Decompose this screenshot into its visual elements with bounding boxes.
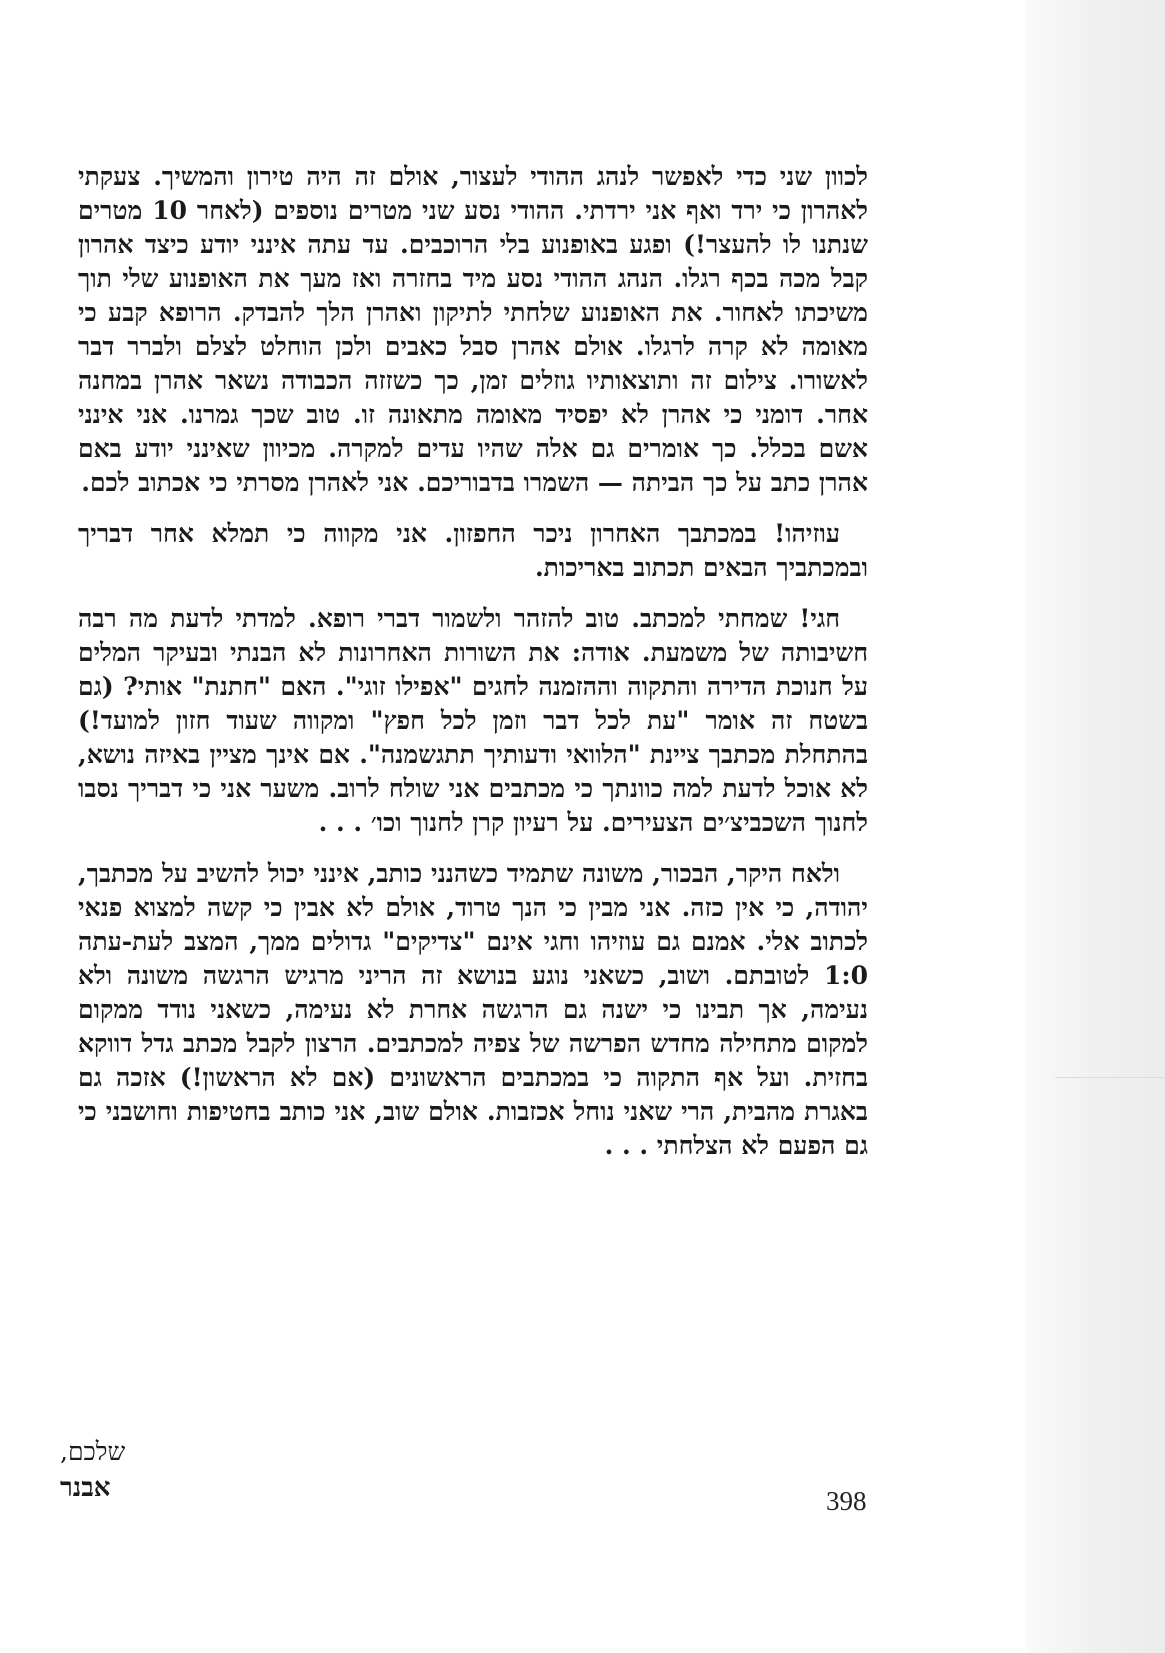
edge-divider [1055, 1077, 1165, 1078]
page-edge-shadow [1025, 0, 1165, 1653]
paragraph-aharon-accident: לכוון שני כדי לאפשר לנהג ההודי לעצור, אולם זה היה טירון והמשיך. צעקתי לאהרון כי ירד ואף אני ירדתי. ההודי נסע שני מטרים נוספים (לאחר 10 מטרים שנתנו לו להעצר!) ופגע באופנוע בלי הרוכבים. עד עתה אינני יודע כיצד אהרון קבל מכה בכף רגלו. הנהג ההודי נסע מיד בחזרה ואז מעך את האופנוע שלי תוך משיכתו לאחור. את האופנוע שלחתי לתיקון ואהרן הלך להבדק. הרופא קבע כי מאומה לא קרה לרגלו. אולם אהרן סבל כאבים ולכן הוחלט לצלם ולברר דבר לאשורו. צילום זה ותוצאותיו גוזלים זמן, כך כשזזה הכבודה נשאר אהרן במחנה אחר. דומני כי אהרן לא יפסיד מאומה מתאונה זו. טוב שכך גמרנו. אני אינני אשם בכלל. כך אומרים גם אלה שהיו עדים למקרה. מכיוון שאינני יודע באם אהרן כתב על כך הביתה — השמרו בדבוריכם. אני לאהרן מסרתי כי אכתוב לכם. [78, 162, 868, 497]
signature: אבנר [60, 1473, 111, 1503]
paragraph-yehuda: ולאח היקר, הבכור, משונה שתמיד כשהנני כותב, אינני יכול להשיב על מכתבך, יהודה, כי אין כזה. אני מבין כי הנך טרוד, אולם לא אבין כי קשה למצוא פנאי לכתוב אלי. אמנם גם עוזיהו וחגי אינם "צדיקים" גדולים ממך, המצב לעת-עתה 1:0 לטובתם. ושוב, כשאני נוגע בנושא זה הריני מרגיש הרגשה משונה ולא נעימה, אך תבינו כי ישנה גם הרגשה אחרת לא נעימה, כשאני נודד ממקום למקום מתחילה מחדש הפרשה של צפיה למכתבים. הרצון לקבל מכתב גדל דווקא בחזית. ועל אף התקוה כי במכתבים הראשונים (אם לא הראשון!) אזכה גם באגרת מהבית, הרי שאני נוחל אכזבות. אולם שוב, אני כותב בחטיפות וחושבני כי גם הפעם לא הצלחתי . . . [78, 859, 868, 1160]
letter-closing [60, 1434, 125, 1506]
letter-body [78, 160, 868, 1163]
paragraph-haggai: חגי! שמחתי למכתב. טוב להזהר ולשמור דברי רופא. למדתי לדעת מה רבה חשיבותה של משמעת. אודה: את השורות האחרונות לא הבנתי ובעיקר המלים על חנוכת הדירה והתקוה וההזמנה לחגים "אפילו זוגי". האם "חתנת" אותי? (גם בשטח זה אומר "עת לכל דבר וזמן לכל חפץ" ומקווה שעוד חזון למועד!) בהתחלת מכתבך ציינת "הלוואי ודעותיך תתגשמנה". אם אינך מציין באיזה נושא, לא אוכל לדעת למה כוונתך כי מכתבים אני שולח לרוב. משער אני כי דבריך נסבו לחנוך השכביצ׳ים הצעירים. על רעיון קרן לחנוך וכו׳ . . . [78, 604, 868, 837]
closing-salutation: שלכם, [60, 1437, 126, 1466]
page-number: 398 [826, 1486, 867, 1516]
paragraph-uziyahu: עוזיהו! במכתבך האחרון ניכר החפזון. אני מקווה כי תמלא אחר דבריך ובמכתביך הבאים תכתוב באריכות. [78, 519, 868, 582]
